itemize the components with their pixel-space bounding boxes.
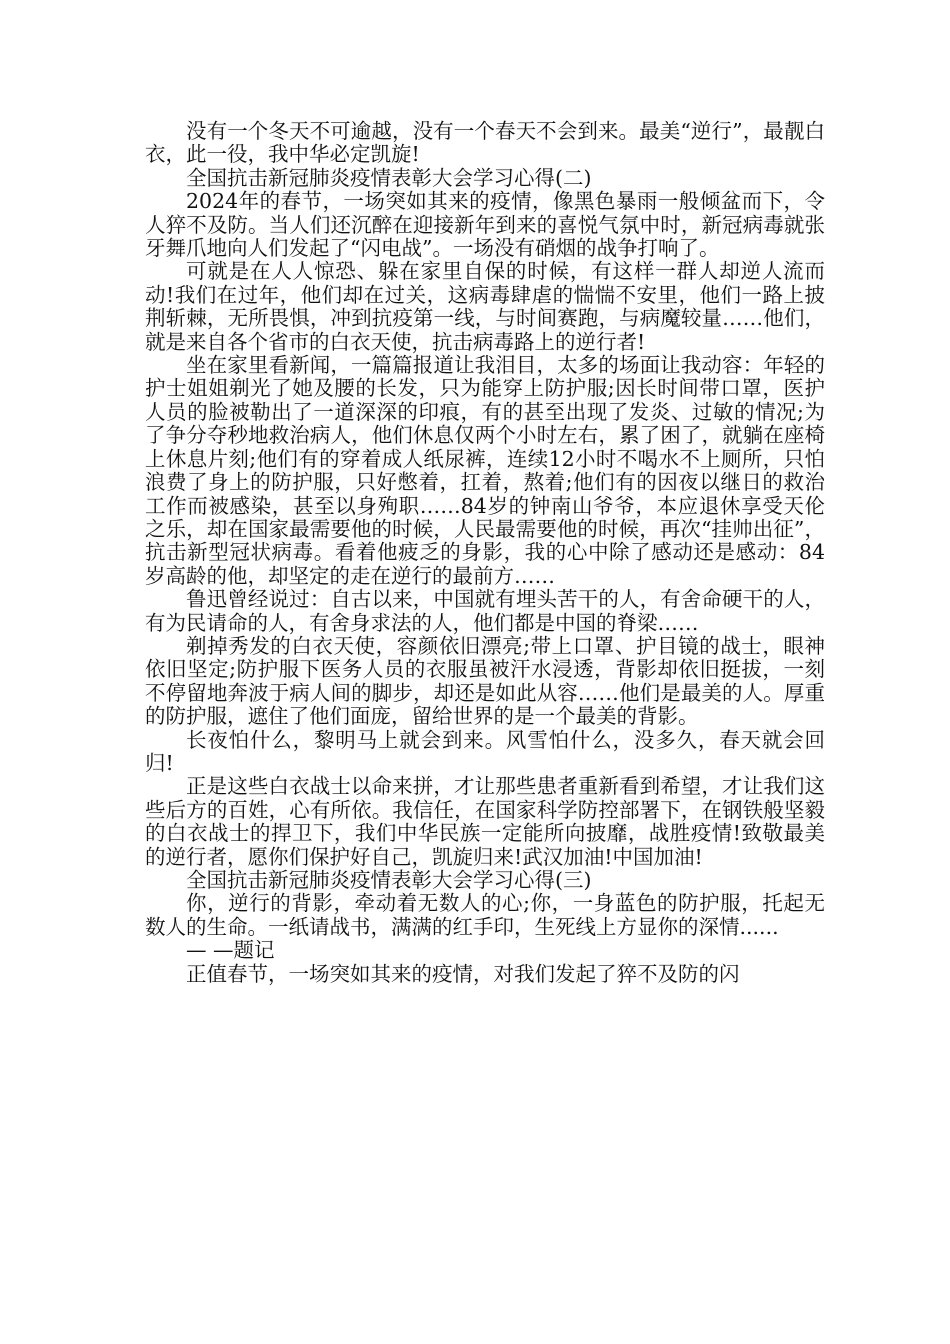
document-body [145, 120, 825, 986]
paragraph-retrograde-people: 可就是在人人惊恐、躲在家里自保的时候，有这样一群人却逆人流而动!我们在过年，他们却在过关，这病毒肆虐的惴惴不安里，他们一路上披荆斩棘，无所畏惧，冲到抗疫第一线，与时间赛跑，与病魔较量……他们，就是来自各个省市的白衣天使，抗击病毒路上的逆行者! [145, 259, 825, 354]
paragraph-white-angels: 剃掉秀发的白衣天使，容颜依旧漂亮;带上口罩、护目镜的战士，眼神依旧坚定;防护服下医务人员的衣服虽被汗水浸透，背影却依旧挺拔，一刻不停留地奔波于病人间的脚步，却还是如此从容……他们是最美的人。厚重的防护服，遮住了他们面庞，留给世界的是一个最美的背影。 [145, 633, 825, 729]
section-title-2: 全国抗击新冠肺炎疫情表彰大会学习心得(二) [186, 165, 592, 190]
paragraph-lu-xun-quote: 鲁迅曾经说过：自古以来，中国就有埋头苦干的人，有舍命硬干的人，有为民请命的人，有舍身求法的人，他们都是中国的脊梁…… [145, 587, 825, 635]
paragraph-news-scenes: 坐在家里看新闻，一篇篇报道让我泪目，太多的场面让我动容：年轻的护士姐姐剃光了她及腰的长发，只为能穿上防护服;因长时间带口罩，医护人员的脸被勒出了一道深深的印痕，有的甚至出现了发炎、过敏的情况;为了争分夺秒地救治病人，他们休息仅两个小时左右，累了困了，就躺在座椅上休息片刻;他们有的穿着成人纸尿裤，连续12小时不喝水不上厕所，只怕浪费了身上的防护服，只好憋着，扛着，熬着;他们有的因夜以继日的救治工作而被感染，甚至以身殉职……84岁的钟南山爷爷，本应退休享受天伦之乐，却在国家最需要他的时候，人民最需要他的时候，再次“挂帅出征”，抗击新型冠状病毒。看着他疲乏的身影，我的心中除了感动还是感动：84岁高龄的他，却坚定的走在逆行的最前方…… [145, 353, 825, 588]
epigraph-note: — —题记 [186, 938, 275, 963]
paragraph-closing-line: 没有一个冬天不可逾越，没有一个春天不会到来。最美“逆行”，最靓白衣，此一役，我中华必定凯旋! [145, 119, 825, 167]
section-title-3: 全国抗击新冠肺炎疫情表彰大会学习心得(三) [186, 868, 592, 892]
paragraph-spring-festival-2: 正值春节，一场突如其来的疫情，对我们发起了猝不及防的闪 [186, 961, 740, 986]
paragraph-long-night: 长夜怕什么，黎明马上就会到来。风雪怕什么，没多久，春天就会回归! [145, 727, 825, 775]
paragraph-spring-festival: 2024年的春节，一场突如其来的疫情，像黑色暴雨一般倾盆而下，令人猝不及防。当人们还沉醉在迎接新年到来的喜悦气氛中时，新冠病毒就张牙舞爪地向人们发起了“闪电战”。一场没有硝烟的战争打响了。 [145, 189, 825, 261]
paragraph-blue-suit: 你，逆行的背影，牵动着无数人的心;你，一身蓝色的防护服，托起无数人的生命。一纸请战书，满满的红手印，生死线上方显你的深情...... [145, 891, 825, 939]
paragraph-victory: 正是这些白衣战士以命来拼，才让那些患者重新看到希望，才让我们这些后方的百姓，心有所依。我信任，在国家科学防控部署下，在钢铁般坚毅的白衣战士的捍卫下，我们中华民族一定能所向披靡，战胜疫情!致敬最美的逆行者，愿你们保护好自己，凯旋归来!武汉加油!中国加油! [145, 774, 825, 869]
